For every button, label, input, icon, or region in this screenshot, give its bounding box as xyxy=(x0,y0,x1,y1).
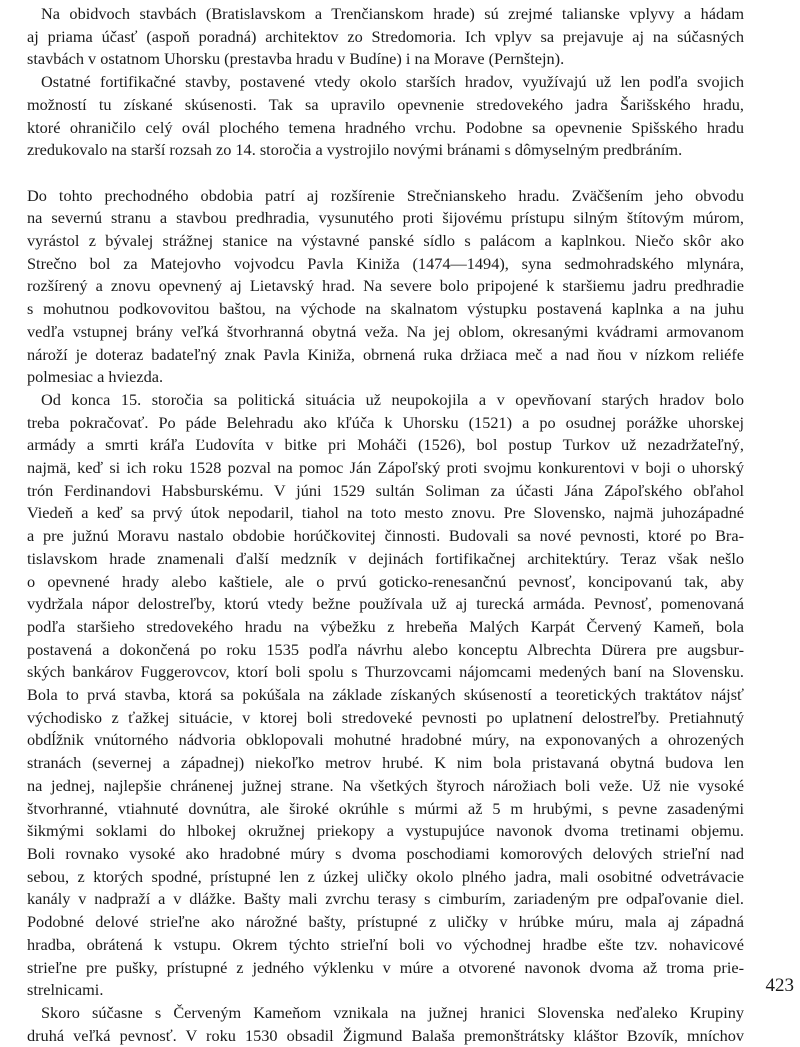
text-line: vedľa vstupnej brány veľká štvorhranná obytná veža. Na jej oblom, okresanými kvádrami armovanom xyxy=(27,321,744,341)
text-line: o opevnené hrady alebo kaštiele, ale o prvú goticko-renesančnú pevnosť, koncipovanú tak, aby xyxy=(27,571,744,591)
text-line: na jednej, najlepšie chránenej južnej strane. Na všetkých štyroch nárožiach boli veže. Už nie vysoké xyxy=(27,775,744,795)
text-line: trón Ferdinandovi Habsburskému. V júni 1529 sultán Soliman za účasti Jána Zápoľského obľahol xyxy=(27,480,744,500)
text-line: Na obidvoch stavbách (Bratislavskom a Trenčianskom hrade) sú zrejmé talianske vplyvy a hádam xyxy=(41,4,744,23)
text-line: rozšírený a znovu opevnený aj Lietavský hrad. Na severe bolo pripojené k staršiemu jadru predhradie xyxy=(27,276,744,296)
text-line: Boli rovnako vysoké ako hradobné múry s dvoma poschodiami komorových delových strieľní nad xyxy=(27,844,744,863)
text-line: treba pokračovať. Po páde Belehradu ako kľúča k Uhorsku (1521) a po osudnej porážke uhorskej xyxy=(27,412,744,432)
paragraph-3 xyxy=(27,185,744,389)
text-line: Do tohto prechodného obdobia patrí aj rozšírenie Strečnianskeho hradu. Zväčšením jeho obvodu xyxy=(27,185,744,205)
text-line: vyrástol z bývalej strážnej stanice na výstavné panské sídlo s palácom a kaplnkou. Niečo skôr ako xyxy=(27,231,744,251)
text-line: štvorhranné, vtiahnuté dovnútra, ale široké okrúhle s múrmi až 5 m hrubými, s pevne zasadenými xyxy=(27,798,744,818)
text-line: postavená a dokončená po roku 1535 podľa návrhu alebo konceptu Albrechta Dürera pre augsbur- xyxy=(27,639,744,659)
text-line: armády a smrti kráľa Ľudovíta v bitke pri Moháči (1526), bol postup Turkov už nezadržateľný, xyxy=(27,435,744,455)
text-line: Strečno bol za Matejovho vojvodcu Pavla Kiniža (1474—1494), syna sedmohradského mlynára, xyxy=(27,253,744,273)
text-line: Viedeň a keď sa prvý útok nepodaril, tiahol na toto mesto znovu. Pre Slovensko, najmä juhozápadné xyxy=(27,503,744,523)
text-line: tislavskom hrade znamenali ďalší medzník v dejinách fortifikačnej architektúry. Teraz však nešlo xyxy=(27,548,744,568)
text-line: strieľne pre pušky, prístupné z jedného výklenku v múre a otvorené navonok dvoma až troma prie- xyxy=(27,957,744,977)
text-line: šikmými soklami do hlbokej okružnej priekopy a vystupujúce navonok dvoma tretinami objemu. xyxy=(27,821,744,841)
text-line: na severnú stranu a stavbou predhradia, vysunutého proti šijovému prístupu silným štítovým múrom, xyxy=(27,208,744,228)
text-line: Od konca 15. storočia sa politická situácia už neupokojila a v opevňovaní starých hradov bolo xyxy=(41,389,744,409)
text-line: s mohutnou podkovovitou baštou, na východe na skalnatom výstupku postavená kaplnka a na juhu xyxy=(27,299,744,319)
text-line: stranách (severnej a západnej) niekoľko metrov hrubé. K nim bola pristavaná obytná budova len xyxy=(27,753,744,773)
text-line: hradba, obrátená k vstupu. Okrem týchto strieľní boli vo východnej hradbe ešte tzv. nohavicové xyxy=(27,934,744,954)
text-line: ských bankárov Fuggerovcov, ktorí boli spolu s Thurzovcami nájomcami medených baní na Slovensku. xyxy=(27,662,744,682)
text-line: Ostatné fortifikačné stavby, postavené vtedy okolo starších hradov, využívajú už len podľa svojich xyxy=(41,72,744,92)
text-line: najmä, keď si ich roku 1528 pozval na pomoc Ján Zápoľský proti svojmu konkurentovi v boji o uhorský xyxy=(27,458,744,478)
text-line: možností tu získané skúsenosti. Tak sa upravilo opevnenie stredovekého jadra Šarišského hradu, xyxy=(27,94,744,114)
text-line: kanály v nadpraží a v dlážke. Bašty mali zvrchu terasy s cimburím, zariadeným pre odpaľovanie diel. xyxy=(27,889,744,909)
text-line: zredukovalo na starší rozsah zo 14. storočia a vystrojilo novými bránami s dômyselným predbráním. xyxy=(27,140,683,160)
text-line: podľa staršieho stredovekého hradu na výbežku z hrebeňa Malých Karpát Červený Kameň, bola xyxy=(27,616,744,636)
text-line: obdĺžnik vnútorného nádvoria obklopovali mohutné hradobné múry, na exponovaných a ohrozených xyxy=(27,730,744,750)
text-line: strelnicami. xyxy=(27,980,104,1000)
paragraph-4 xyxy=(27,389,744,1002)
text-line: východisko z ťažkej situácie, v ktorej boli stredoveké pevnosti po uplatnení delostreľby. Pretiahnutý xyxy=(27,707,744,727)
text-line: vydržala nápor delostreľby, ktorú vtedy bežne používala už aj turecká armáda. Pevnosť, pomenovaná xyxy=(27,594,744,614)
text-line: nároží je doteraz badateľný znak Pavla Kiniža, obrnená ruka držiaca meč a nad ňou v nízkom reliéfe xyxy=(27,344,744,364)
body-text xyxy=(27,3,744,1047)
page-number: 423 xyxy=(765,975,794,996)
text-line: a pre južnú Moravu nastalo obdobie horúčkovitej činnosti. Budovali sa nové pevnosti, ktoré po Bra- xyxy=(27,526,744,546)
text-line: Podobné delové strieľne ako nárožné bašty, prístupné z uličky v hrúbke múru, mala aj západná xyxy=(27,912,744,932)
text-line: ktoré ohraničilo celý ovál plochého temena hradného vrchu. Podobne sa opevnenie Spišského hradu xyxy=(27,117,744,137)
text-line: polmesiac a hviezda. xyxy=(27,367,164,387)
paragraph-2 xyxy=(27,71,744,162)
paragraph-1 xyxy=(27,3,744,71)
text-line: Bola to prvá stavba, ktorá sa pokúšala na základe získaných skúseností a teoretických traktátov nájsť xyxy=(27,685,744,705)
paragraph-5 xyxy=(27,1002,744,1047)
text-line: aj priama účasť (aspoň poradná) architektov zo Stredomoria. Ich vplyv sa prejavuje aj na súčasných xyxy=(27,26,744,46)
text-line: stavbách v ostatnom Uhorsku (prestavba hradu v Budíne) i na Morave (Pernštejn). xyxy=(27,49,565,69)
text-line: druhá veľká pevnosť. V roku 1530 obsadil Žigmund Balaša premonštrátsky kláštor Bzovík, mníchov xyxy=(27,1025,744,1045)
text-line: Skoro súčasne s Červeným Kameňom vznikala na južnej hranici Slovenska neďaleko Krupiny xyxy=(41,1002,744,1022)
text-line: sebou, z ktorých spodné, prístupné len z úzkej uličky okolo plného jadra, mali osobitné odvetrávacie xyxy=(27,866,744,886)
